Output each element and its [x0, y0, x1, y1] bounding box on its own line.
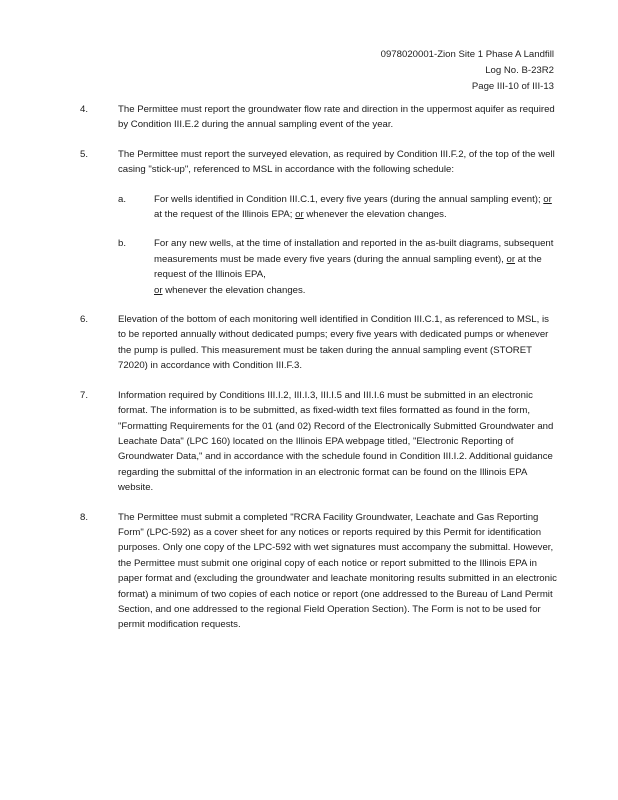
- condition-list: [80, 102, 558, 647]
- item-number: 7.: [80, 389, 89, 401]
- header-facility-id: 0978020001-Zion Site 1 Phase A Landfill: [380, 49, 554, 60]
- header-page-number: Page III-10 of III-13: [471, 81, 554, 92]
- sub-item-letter: b.: [118, 238, 127, 250]
- underlined-or: or: [506, 253, 516, 265]
- underlined-or: or: [154, 284, 163, 296]
- item-text: Information required by Conditions III.I.2, III.I.3, III.I.5 and III.I.6 must be submitted in an electronic format. The information is to be submitted, as fixed-width text files formatted as found in the form, "Formatting Requirements for the 01 (and 02) Record of the Electronically Submitted Groundwater and Leachate Data" (LPC 160) located on the Illinois EPA webpage titled, "Electronic Reporting of Groundwater Data," and in accordance with the schedule found in Condition III.I.2. Additional guidance regarding the submittal of the information in an electronic format can be found on the Illinois EPA website.: [118, 389, 554, 494]
- item-text: Elevation of the bottom of each monitoring well identified in Condition III.C.1, as referenced to MSL, is to be reported annually without dedicated pumps; every five years with dedicated pumps or whenever the pump is pulled. This measurement must be taken during the annual sampling event (STORET 72020) in accordance with Condition III.F.3.: [118, 314, 549, 372]
- item-number: 5.: [80, 148, 89, 160]
- underlined-or: or: [295, 209, 304, 221]
- underlined-or: or: [543, 193, 552, 205]
- header-log-number: Log No. B-23R2: [485, 65, 554, 76]
- condition-item-5: [80, 147, 558, 298]
- page-header: [381, 47, 554, 95]
- condition-item-7: [80, 388, 558, 496]
- condition-item-6: [80, 312, 558, 374]
- item-text: The Permittee must report the surveyed elevation, as required by Condition III.F.2, of the top of the well casing "stick-up", referenced to MSL in accordance with the following schedule:: [118, 148, 555, 176]
- item-text: The Permittee must submit a completed "RCRA Facility Groundwater, Leachate and Gas Reporting Form" (LPC-592) as a cover sheet for any notices or reports required by this Permit for identification purposes. Only one copy of the LPC-592 with wet signatures must accompany the submittal. However, the Permittee must submit one original copy of each notice or report submitted to the Illinois EPA in paper format and (excluding the groundwater and leachate monitoring results submitted in an electronic format) a minimum of two copies of each notice or report (one addressed to the Bureau of Land Permit Section, and one addressed to the regional Field Operation Section). The Form is not to be used for permit modification requests.: [118, 511, 557, 631]
- sub-item-b: [118, 236, 558, 298]
- item-number: 6.: [80, 314, 89, 326]
- item-number: 8.: [80, 511, 89, 523]
- sub-item-letter: a.: [118, 193, 127, 205]
- item-text: The Permittee must report the groundwater flow rate and direction in the uppermost aquifer as required by Condition III.E.2 during the annual sampling event of the year.: [118, 104, 555, 131]
- item-number: 4.: [80, 104, 89, 115]
- condition-item-8: [80, 510, 558, 633]
- sub-item-a: [118, 192, 558, 223]
- condition-item-4: [80, 102, 558, 133]
- sub-item-text: For wells identified in Condition III.C.1, every five years (during the annual sampling event); or at the request of the Illinois EPA; or whenever the elevation changes.: [154, 193, 552, 221]
- sub-item-text: For any new wells, at the time of installation and reported in the as-built diagrams, subsequent measurements must be made every five years (during the annual sampling event), or at the request of the Illinois EPA, or whenever the elevation changes.: [154, 238, 554, 296]
